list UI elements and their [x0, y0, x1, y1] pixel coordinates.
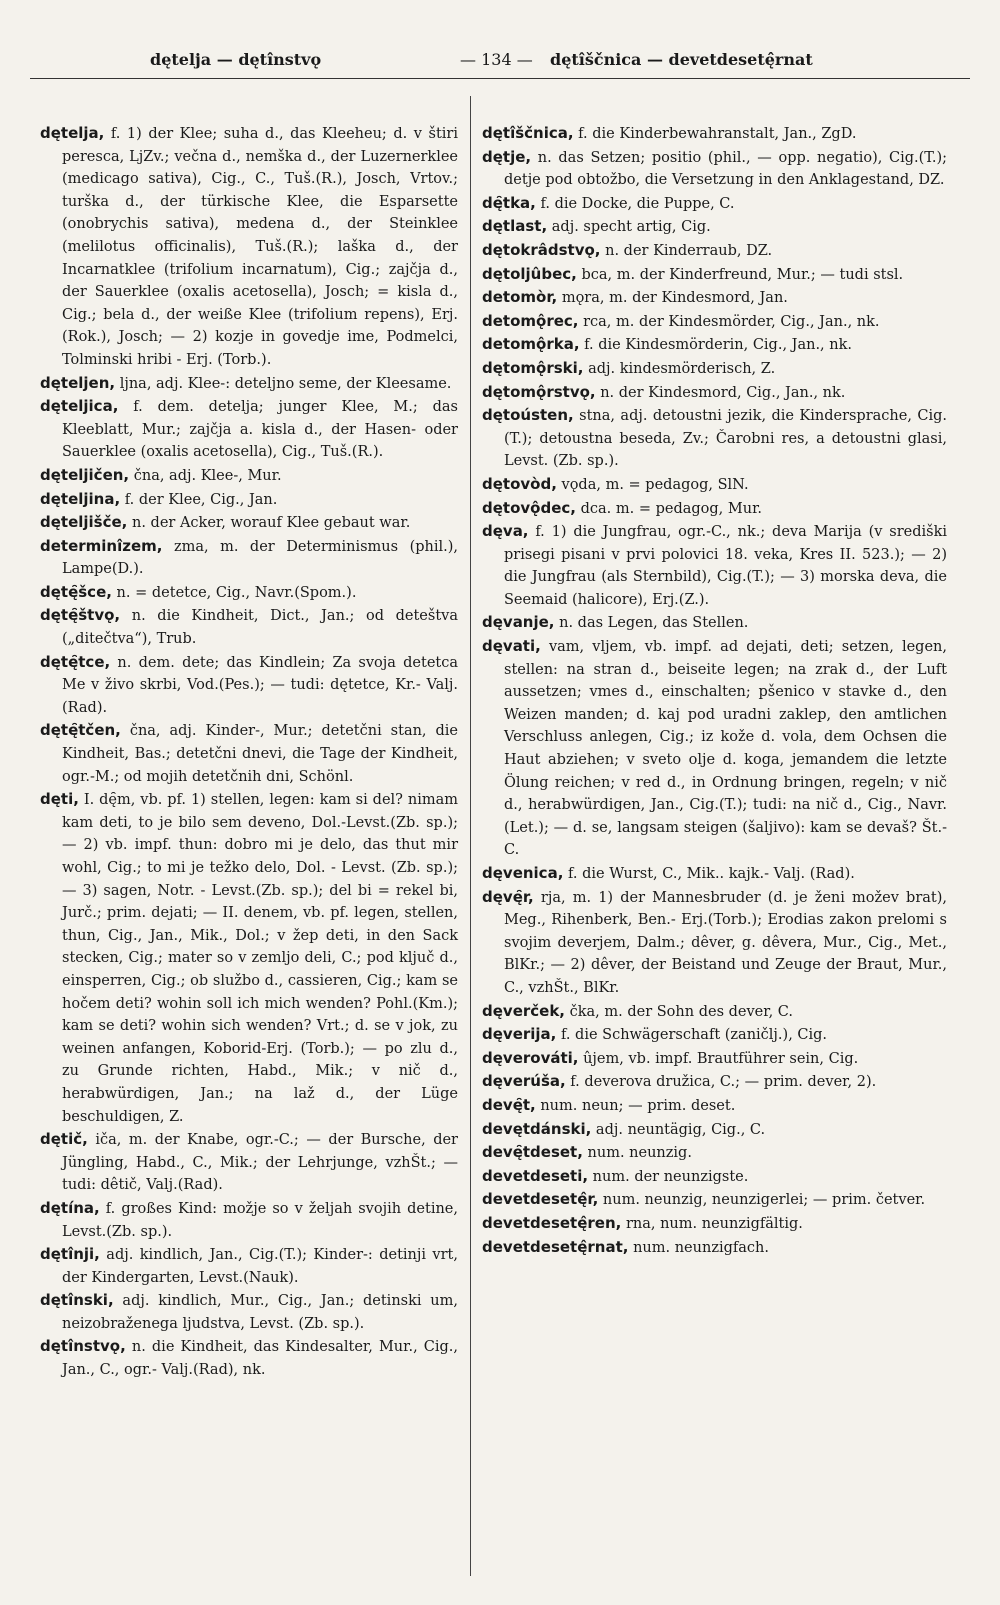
dictionary-entry [482, 886, 947, 1000]
entry-headword: dętę̑šce, [40, 582, 112, 601]
dictionary-entry [482, 862, 947, 886]
dictionary-entry [482, 310, 947, 334]
entry-headword: dęti, [40, 790, 79, 809]
entry-headword: dętomǫ̂rstvǫ, [482, 382, 596, 401]
entry-definition: f. die Wurst, C., Mik.. kajk.- Valj. (Rad). [563, 866, 855, 882]
header-right-guide-words: dętîščnica — devetdesetę̂rnat [550, 50, 813, 69]
dictionary-entry [482, 1047, 947, 1071]
entry-definition: I. dę̑m, vb. pf. 1) stellen, legen: kam si del? nimam kam deti, to je bilo sem deveno, Dol.-Levst.(Zb. sp.); — 2) vb. impf. thun: dobro mi je delo, das thut mir wohl, Cig.; to mi je težko delo, Dol. - Levst. (Zb. sp.); — 3) sagen, Notr. - Levst.(Zb. sp.); del bi = rekel bi, Jurč.; prim. dejati; — II. denem, vb. pf. legen, stellen, thun, Cig., Jan., Mik., Dol.; v žep deti, in den Sack stecken, Cig.; mater so v zemljo deli, C.; pod ključ d., einsperren, Cig.; ob službo d., cassieren, Cig.; kam se hočem deti? wohin soll ich mich wenden? Pohl.(Km.); kam se deti? wohin sich wenden? Vrt.; d. se v jok, zu weinen anfangen, Koborid-Erj. (Torb.); — po zlu d., zu Grunde richten, Habd., Mik.; v nič d., herabwürdigen, Jan.; na laž d., der Lüge beschuldigen, Z. [62, 792, 458, 1125]
entry-headword: dętič, [40, 1130, 88, 1149]
entry-definition: n. das Setzen; positio (phil., — opp. negatio), Cig.(T.); detje pod obtožbo, die Versetzung in den Anklagestand, DZ. [504, 149, 947, 189]
dictionary-entry [40, 651, 458, 720]
entry-definition: n. das Legen, das Stellen. [554, 615, 749, 632]
dictionary-entry [40, 604, 458, 650]
entry-headword: dęvati, [482, 637, 541, 656]
entry-definition: stna, adj. detoustni jezik, die Kindersprache, Cig.(T.); detoustna beseda, Zv.; Čarobni res, a detoustni glasi, Levst. (Zb. sp.). [504, 408, 947, 470]
entry-headword: devetdesetę̂ren, [482, 1213, 622, 1232]
dictionary-entry [482, 215, 947, 239]
entry-headword: dęteljen, [40, 373, 116, 392]
page-header [30, 44, 970, 74]
entry-definition: čna, adj. Kinder-, Mur.; detetčni stan, die Kindheit, Bas.; detetčni dnevi, die Tage der Kindheit, ogr.-M.; od mojih detetčnih dni, Schönl. [62, 723, 458, 785]
entry-headword: dętîščnica, [482, 124, 574, 142]
entry-headword: dęverija, [482, 1025, 557, 1044]
dictionary-entry [40, 1128, 458, 1197]
dictionary-entry [482, 1188, 947, 1212]
entry-headword: dęvanje, [482, 613, 555, 632]
entry-headword: dęteljišče, [40, 513, 128, 532]
entry-headword: dętînji, [40, 1245, 100, 1264]
entry-definition: čka, m. der Sohn des dever, C. [565, 1003, 793, 1020]
entry-headword: dętje, [482, 147, 532, 166]
dictionary-entry [40, 1243, 458, 1289]
entry-headword: dęverúša, [482, 1072, 566, 1091]
entry-headword: dęteljina, [40, 489, 121, 508]
page-number: — 134 — [460, 50, 533, 69]
dictionary-entry [482, 473, 947, 497]
dictionary-entry [482, 381, 947, 405]
entry-definition: num. neunzigfach. [628, 1239, 769, 1256]
dictionary-entry [482, 611, 947, 635]
entry-headword: dętína, [40, 1198, 100, 1217]
entry-definition: f. 1) der Klee; suha d., das Kleeheu; d. v štiri peresca, LjZv.; večna d., nemška d., der Luzernerklee (medicago sativa), Cig., C., Tuš.(R.), Josch, Vrtov.; turška d., der türkische Klee, die Esparsette (onobrychis sativa), medena d., der Steinklee (melilotus officinalis), Tuš.(R.); laška d., der Incarnatklee (trifolium incarnatum), Cig.; zajčja d., der Sauerklee (oxalis acetosella), Josch; = kisla d., Cig.; bela d., der weiße Klee (trifolium repens), Erj.(Rok.), Josch; — 2) kozje in govedje ime, Podmelci, Tolminski hribi - Erj. (Torb.). [62, 126, 458, 368]
dictionary-entry [482, 1118, 947, 1142]
entry-definition: čna, adj. Klee-, Mur. [129, 467, 282, 484]
entry-definition: f. die Docke, die Puppe, C. [535, 195, 735, 212]
entry-headword: devetdesetę̂rnat, [482, 1237, 629, 1256]
entry-headword: devetdesetę̂r, [482, 1190, 599, 1209]
header-left-guide-words: dętelja — dętînstvǫ [150, 50, 322, 69]
dictionary-entry [40, 464, 458, 488]
entry-headword: dętovòd, [482, 474, 557, 493]
entry-definition: zma, m. der Determinismus (phil.), Lampe(D.). [62, 538, 458, 578]
entry-headword: dętokrâdstvǫ, [482, 240, 601, 259]
entry-definition: n. der Kindesmord, Cig., Jan., nk. [595, 384, 846, 401]
entry-definition: adj. kindesmörderisch, Z. [583, 360, 776, 377]
dictionary-entry [482, 333, 947, 357]
dictionary-entry [40, 1335, 458, 1381]
entry-definition: rna, num. neunzigfältig. [621, 1215, 803, 1232]
entry-definition: f. die Kindesmörderin, Cig., Jan., nk. [579, 337, 853, 354]
entry-definition: num. neunzig. [582, 1145, 692, 1162]
entry-headword: devę̑t, [482, 1095, 536, 1114]
dictionary-entry [482, 635, 947, 862]
dictionary-entry [482, 520, 947, 611]
entry-headword: dętę̑tčen, [40, 721, 121, 740]
entry-definition: bca, m. der Kinderfreund, Mur.; — tudi stsl. [576, 266, 904, 283]
entry-definition: f. deverova družica, C.; — prim. dever, 2). [565, 1074, 877, 1091]
entry-headword: dętelja, [40, 124, 105, 142]
entry-definition: rja, m. 1) der Mannesbruder (d. je ženi možev brat), Meg., Rihenberk, Ben.- Erj.(Torb.); Erodias zakon prelomi s svojim deverjem, Dalm.; dêver, g. dêvera, Mur., Cig., Met., BlKr.; — 2) dêver, der Beistand und Zeuge der Braut, Mur., C., vzhŠt., BlKr. [504, 889, 947, 996]
dictionary-entry [40, 511, 458, 535]
dictionary-entry [482, 1212, 947, 1236]
entry-definition: n. dem. dete; das Kindlein; Za svoja detetca Me v živo skrbi, Vod.(Pes.); — tudi: dętetce, Kr.- Valj.(Rad). [62, 654, 458, 716]
entry-headword: dęteljica, [40, 397, 119, 416]
entry-headword: dętę̑tce, [40, 652, 111, 671]
entry-headword: devetdeseti, [482, 1166, 589, 1185]
dictionary-entry [482, 263, 947, 287]
entry-definition: f. die Kinderbewahranstalt, Jan., ZgD. [573, 126, 857, 142]
entry-headword: determinîzem, [40, 536, 163, 555]
entry-headword: dętoústen, [482, 406, 574, 425]
entry-definition: rca, m. der Kindesmörder, Cig., Jan., nk. [578, 313, 880, 330]
entry-headword: dęvę̑r, [482, 887, 534, 906]
entry-headword: dętînski, [40, 1291, 114, 1310]
dictionary-entry [482, 1000, 947, 1024]
dictionary-entry [40, 1289, 458, 1335]
dictionary-entry [40, 719, 458, 788]
entry-headword: dęva, [482, 522, 529, 541]
entry-definition: vǫda, m. = pedagog, SlN. [556, 476, 749, 493]
entry-definition: adj. specht artig, Cig. [547, 219, 711, 236]
entry-headword: devę̑tdeset, [482, 1143, 583, 1162]
entry-definition: n. die Kindheit, Dict., Jan.; od deteštva („ditečtva“), Trub. [62, 608, 458, 648]
dictionary-entry [482, 239, 947, 263]
entry-headword: dętovǫ̂dec, [482, 498, 576, 517]
dictionary-entry [40, 488, 458, 512]
entry-definition: adj. neuntägig, Cig., C. [591, 1121, 766, 1138]
entry-headword: dętoljûbec, [482, 264, 577, 283]
entry-definition: adj. kindlich, Jan., Cig.(T.); Kinder-: detinji vrt, der Kindergarten, Levst.(Nauk). [62, 1247, 458, 1286]
entry-definition: iča, m. der Knabe, ogr.-C.; — der Bursche, der Jüngling, Habd., C., Mik.; der Lehrjunge, vzhŠt.; — tudi: dêtič, Valj.(Rad). [62, 1132, 458, 1194]
dictionary-entry [482, 286, 947, 310]
entry-definition: vam, vljem, vb. impf. ad dejati, deti; setzen, legen, stellen: na stran d., beiseite legen; na zrak d., der Luft aussetzen; vmes d., einschalten; pšenico v stavke d., den Weizen manden; d. kaj pod uradni zaklep, den amtlichen Verschluss anlegen, Cig.; iz kože d. vola, dem Ochsen die Haut abziehen; v sveto olje d. koga, jemandem die letzte Ölung reichen; v red d., in Ordnung bringen, regeln; v nič d., herabwürdigen, Jan., Cig.(T.); tudi: na nič d., Cig., Navr.(Let.); — d. se, langsam steigen (šaljivo): kam se devaš? Št.-C. [504, 639, 947, 859]
entry-definition: n. die Kindheit, das Kindesalter, Mur., Cig., Jan., C., ogr.- Valj.(Rad), nk. [62, 1339, 458, 1379]
entry-headword: dętę̑štvǫ, [40, 606, 121, 625]
entry-headword: detomòr, [482, 288, 558, 307]
entry-headword: detomǫ̂rka, [482, 335, 580, 354]
dictionary-entry [482, 146, 947, 192]
header-rule [30, 78, 970, 79]
left-column [40, 122, 458, 1382]
dictionary-entry [40, 581, 458, 605]
dictionary-entry [482, 192, 947, 216]
dictionary-entry [40, 372, 458, 396]
dictionary-entry [40, 1197, 458, 1243]
entry-definition: ljna, adj. Klee-: deteljno seme, der Kleesame. [115, 375, 452, 392]
dictionary-entry [482, 497, 947, 521]
dictionary-entry [482, 357, 947, 381]
entry-definition: n. der Kinderraub, DZ. [600, 242, 773, 259]
entry-definition: dca. m. = pedagog, Mur. [575, 500, 763, 517]
dictionary-entry [482, 1094, 947, 1118]
dictionary-entry [482, 1236, 947, 1260]
dictionary-entry [482, 404, 947, 473]
dictionary-entry [482, 1023, 947, 1047]
entry-headword: detomǫ̂rec, [482, 311, 579, 330]
dictionary-entry [40, 535, 458, 581]
entry-definition: f. die Schwägerschaft (zaničlj.), Cig. [556, 1027, 828, 1044]
entry-headword: dęvenica, [482, 864, 564, 882]
entry-definition: adj. kindlich, Mur., Cig., Jan.; detinski um, neizobraženega ljudstva, Levst. (Zb. sp.). [62, 1293, 458, 1332]
entry-definition: ûjem, vb. impf. Brautführer sein, Cig. [578, 1050, 859, 1067]
entry-headword: dętlast, [482, 217, 548, 236]
entry-headword: devętdánski, [482, 1119, 592, 1138]
dictionary-entry [40, 788, 458, 1128]
entry-definition: f. der Klee, Cig., Jan. [120, 491, 278, 508]
entry-definition: n. = detetce, Cig., Navr.(Spom.). [111, 584, 357, 601]
entry-definition: f. 1) die Jungfrau, ogr.-C., nk.; deva Marija (v središki prisegi pisani v prvi polovici 18. veka, Kres II. 523.); — 2) die Jungfrau (als Sternbild), Cig.(T.); — 3) morska deva, die Seemaid (halicore), Erj.(Z.). [504, 524, 947, 608]
entry-headword: dętomǫ̂rski, [482, 358, 584, 377]
dictionary-entry [482, 122, 947, 146]
entry-headword: dęteljičen, [40, 465, 130, 484]
dictionary-entry [482, 1165, 947, 1189]
entry-headword: dęverováti, [482, 1048, 579, 1067]
entry-definition: f. dem. detelja; junger Klee, M.; das Kleeblatt, Mur.; zajčja a. kisla d., der Hasen- oder Sauerklee (oxalis acetosella), Cig., Tuš.(R.). [62, 399, 458, 461]
right-column [482, 122, 947, 1259]
column-divider [470, 96, 471, 1576]
dictionary-entry [40, 395, 458, 464]
entry-definition: num. der neunzigste. [588, 1168, 749, 1185]
entry-definition: mǫra, m. der Kindesmord, Jan. [557, 290, 788, 307]
entry-definition: f. großes Kind: možje so v željah svojih detine, Levst.(Zb. sp.). [62, 1200, 458, 1240]
dictionary-entry [40, 122, 458, 372]
entry-headword: dętînstvǫ, [40, 1337, 126, 1356]
entry-definition: n. der Acker, worauf Klee gebaut war. [127, 515, 411, 532]
entry-headword: dęverček, [482, 1001, 565, 1020]
dictionary-entry [482, 1070, 947, 1094]
entry-headword: dę̑tka, [482, 193, 536, 212]
entry-definition: num. neun; — prim. deset. [535, 1097, 736, 1114]
dictionary-entry [482, 1141, 947, 1165]
entry-definition: num. neunzig, neunzigerlei; — prim. četver. [598, 1192, 926, 1209]
